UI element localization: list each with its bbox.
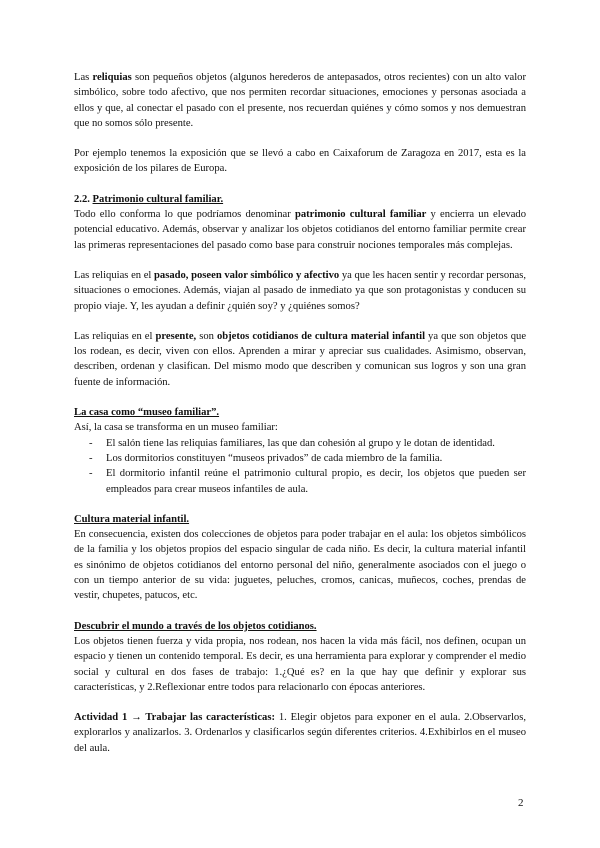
activity-text: 1. Elegir objetos para exponer en el aula. 2.Observarlos, explorarlos y analizarlos. 3. Ordenarlos y clasificarlos según diferentes criterios. 4.Exhibirlos en el museo del aula. — [74, 712, 526, 754]
text-run: son pequeños objetos (algunos herederos de antepasados, otros recientes) con un alto valor simbólico, sobre todo afectivo, que nos permiten recordar situaciones, emociones y personas asociada a ellos y que, al conectar el pasado con el presente, nos recuerdan quiénes y cómo somos y nos demuestran que no somos sólo presente. — [74, 72, 526, 129]
paragraph-reliquias — [74, 70, 526, 131]
section-heading-descubrir: Descubrir el mundo a través de los objetos cotidianos. — [74, 620, 317, 632]
text-run: Todo ello conforma lo que podríamos denominar — [74, 209, 295, 221]
list-item — [74, 466, 526, 497]
section-heading-museo: La casa como “museo familiar”. — [74, 407, 220, 419]
text-run: Las reliquias en el — [74, 330, 156, 342]
list-dash: - — [89, 437, 93, 449]
bold-term-presente: presente, — [155, 330, 197, 342]
paragraph-cultura: En consecuencia, existen dos colecciones de objetos para poder trabajar en el aula: los objetos simbólicos de la familia y los objetos propios del espacio singular de cada niño. Es decir, la cultura material infantil es sinónimo de objetos cotidianos del entorno personal del niño, generalmente asociados con el juego o con un tiempo anterior de su vida: juguetes, peluches, cromos, canicas, muñecos, coches, prendas de vestir, chupetes, patucos, etc. — [74, 529, 526, 602]
paragraph-actividad — [74, 710, 526, 756]
paragraph-museo-intro: Así, la casa se transforma en un museo familiar: — [74, 422, 278, 434]
list-dash: - — [89, 468, 93, 480]
text-run: Las — [74, 72, 93, 83]
list-item — [74, 451, 526, 466]
list-item-text: Los dormitorios constituyen “museos privados” de cada miembro de la familia. — [106, 452, 443, 464]
text-run: ya que son objetos que los rodean, es decir, viven con ellos. Aprenden a mirar y apreciar sus cualidades. Asimismo, observan, describen, ordenan y clasifican. Del mismo modo que describen y comunican sus logros y son una gran fuente de información. — [74, 330, 527, 388]
bold-term-objetos: objetos cotidianos de cultura material infantil — [216, 330, 426, 342]
bold-term-patrimonio: patrimonio cultural familiar — [294, 209, 427, 221]
text-run: ya que les hacen sentir y recordar personas, situaciones o emociones. Además, viajan al pasado de inmediato ya que son protagonistas y conducen su propio viaje. Y, les ayudan a definir ¿quién soy? y ¿quiénes somos? — [74, 269, 527, 312]
list-item-text: El dormitorio infantil reúne el patrimonio cultural propio, es decir, los objetos que pueden ser empleados para crear museos infantiles de aula. — [106, 468, 526, 495]
text-run: son — [196, 330, 217, 342]
list-dash: - — [89, 452, 93, 464]
section-heading-cultura: Cultura material infantil. — [74, 513, 190, 525]
paragraph-exposicion: Por ejemplo tenemos la exposición que se llevó a cabo en Caixaforum de Zaragoza en 2017, esta es la exposición de los pilares de Europa. — [74, 148, 526, 175]
paragraph-patrimonio — [74, 207, 526, 253]
bold-term-reliquias: reliquias — [92, 72, 132, 83]
paragraph-presente — [74, 329, 526, 390]
museo-list — [74, 436, 526, 497]
list-item-text: El salón tiene las reliquias familiares, las que dan cohesión al grupo y le dotan de identidad. — [106, 437, 495, 449]
page-number: 2 — [518, 797, 524, 809]
paragraph-descubrir: Los objetos tienen fuerza y vida propia, nos rodean, nos hacen la vida más fácil, nos definen, ocupan un espacio y tienen un contenido temporal. Es decir, es una herramienta para explorar y comprender el medio social y cultural en dos fases de trabajo: 1.¿Qué es? en la que hay que definir y explorar sus características, y 2.Reflexionar entre todos para relacionarlo con épocas anteriores. — [74, 635, 526, 693]
bold-term-pasado: pasado, poseen valor simbólico y afectivo — [154, 269, 340, 281]
section-number: 2.2. — [74, 193, 93, 205]
text-run: Las reliquias en el — [74, 269, 155, 281]
activity-label: Actividad 1 → Trabajar las características: — [74, 712, 275, 724]
section-title: Patrimonio cultural familiar. — [92, 193, 224, 205]
document-page — [74, 70, 526, 756]
paragraph-pasado — [74, 268, 526, 314]
text-run: y encierra un elevado potencial educativo. Además, observar y analizar los objetos cotidianos del entorno familiar permite crear las primeras representaciones del pasado como base para construir nociones temporales más complejas. — [74, 209, 527, 251]
list-item — [74, 436, 526, 451]
section-heading-patrimonio — [74, 192, 526, 207]
